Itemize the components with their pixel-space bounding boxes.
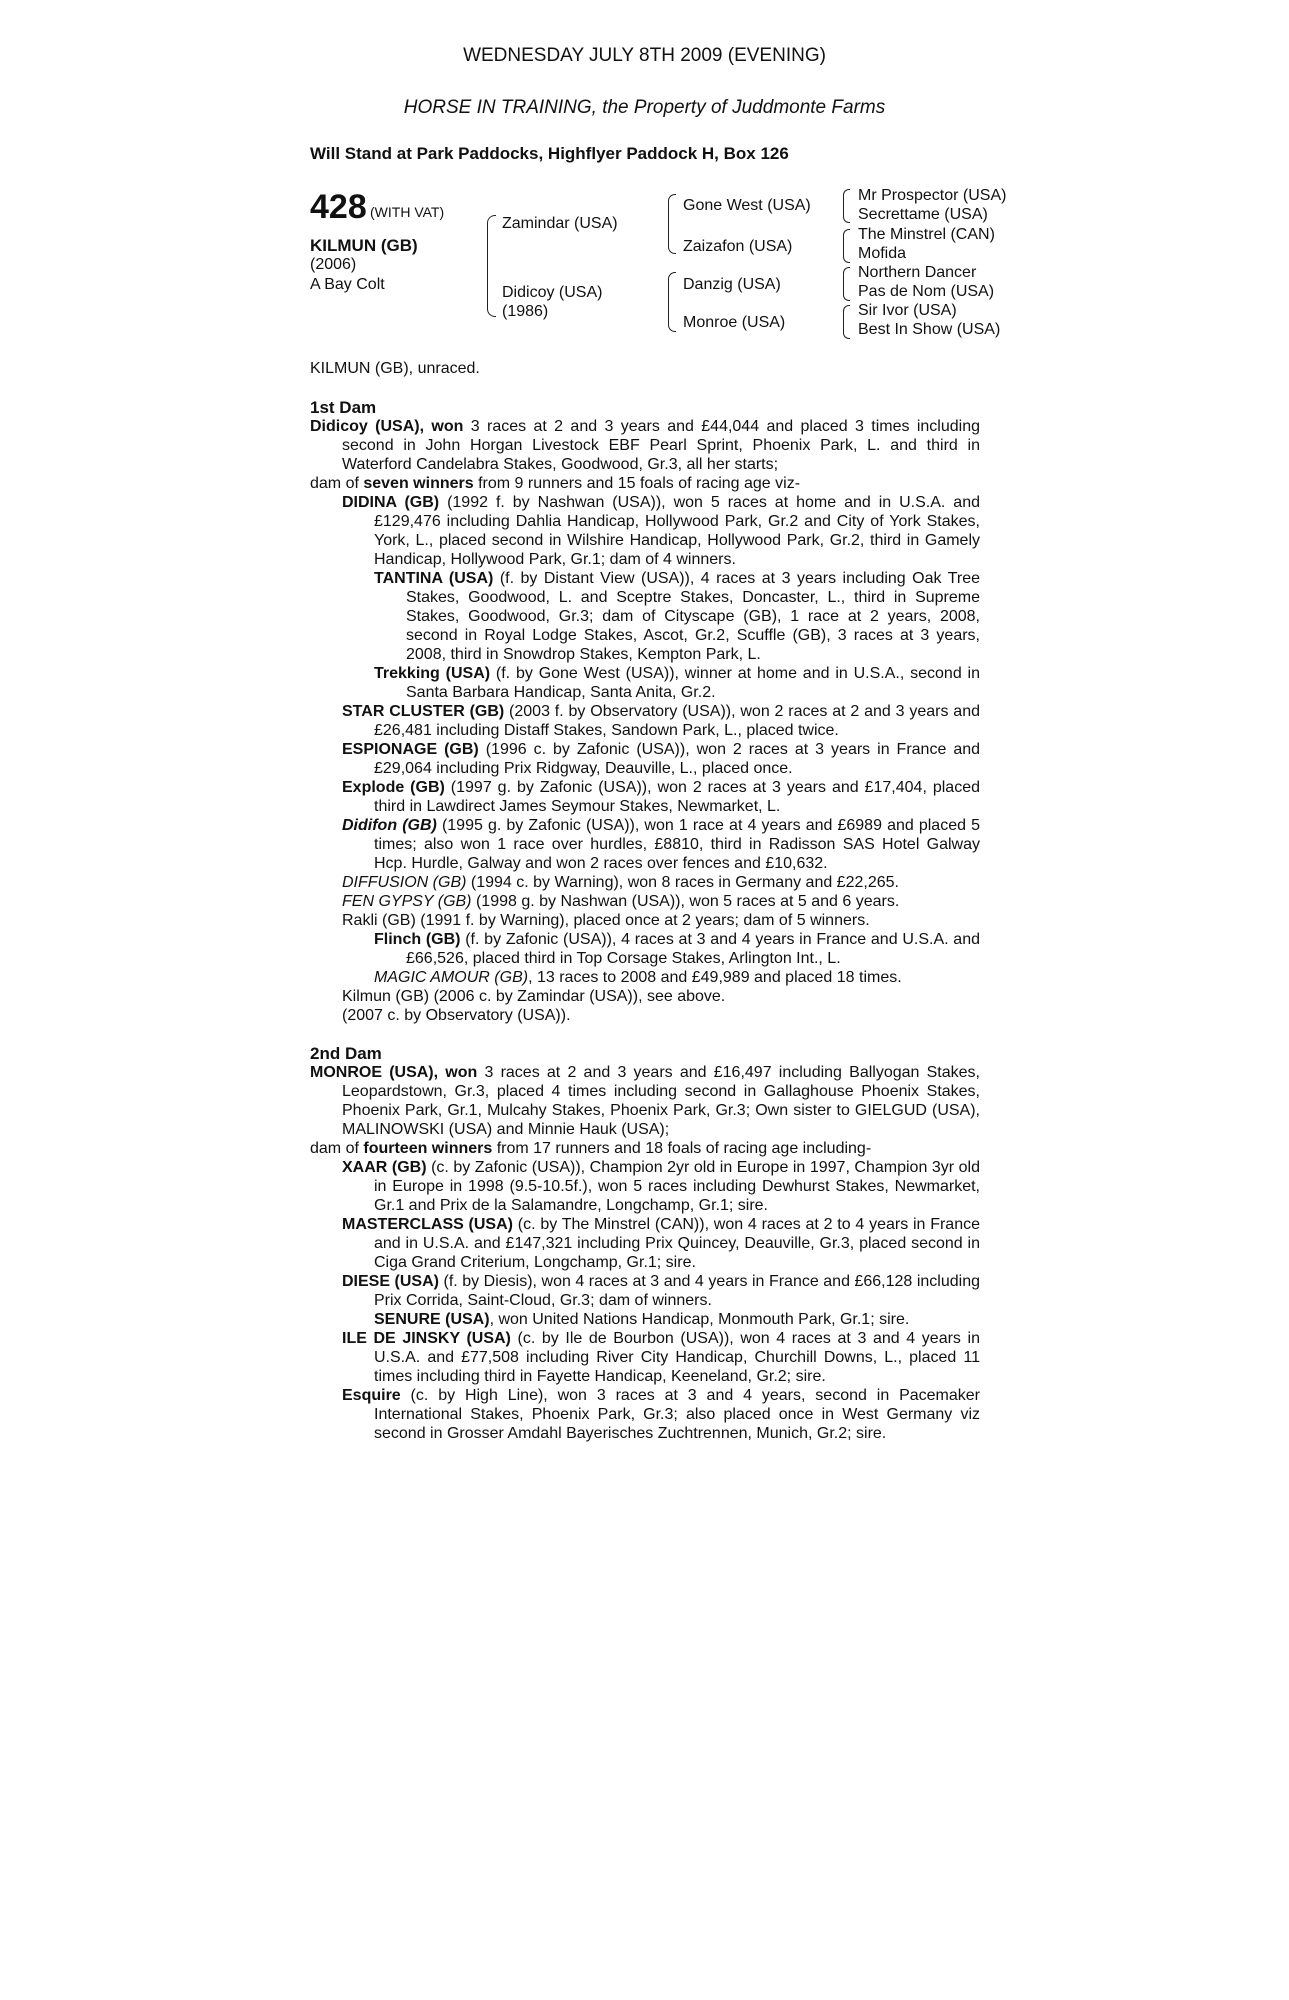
produce-name: Kilmun (GB) (342, 988, 430, 1005)
produce-entry (310, 968, 980, 987)
dam-of-line (310, 1139, 980, 1158)
produce-entry (310, 892, 980, 911)
produce-entry (310, 816, 980, 873)
produce-record: (c. by Zafonic (USA)), Champion 2yr old in Europe in 1997, Champion 3yr old in Europe in 1998 (9.5-10.5f.), won 5 races including Dewhurst Stakes, Newmarket, Gr.1 and Prix de la Salamandre, Longchamp, Gr.1; sire. (374, 1159, 980, 1214)
pedigree-brace-2b (668, 272, 676, 332)
race-record-note: KILMUN (GB), unraced. (310, 360, 480, 377)
produce-record: (c. by Ile de Bourbon (USA)), won 4 races at 3 and 4 years in U.S.A. and £77,508 including River City Handicap, Churchill Downs, L., placed 11 times including third in Fayette Handicap, Keeneland, Gr.2; sire. (374, 1330, 980, 1385)
produce-entry (310, 987, 980, 1006)
second-dam-section (310, 1044, 980, 1443)
produce-record: (1995 g. by Zafonic (USA)), won 1 race at 4 years and £6989 and placed 5 times; also won 1 race over hurdles, £8810, third in Radisson SAS Hotel Galway Hcp. Hurdle, Galway and won 2 races over fences and £10,632. (374, 817, 980, 872)
produce-name: DIESE (USA) (342, 1273, 439, 1290)
pedigree-g3-3: The Minstrel (CAN) (858, 226, 995, 243)
produce-entry (310, 1272, 980, 1310)
produce-entry (310, 1386, 980, 1443)
produce-entry (310, 930, 980, 968)
produce-name: DIFFUSION (GB) (342, 874, 467, 891)
produce-record: (1992 f. by Nashwan (USA)), won 5 races at home and in U.S.A. and £129,476 including Dahlia Handicap, Hollywood Park, Gr.2 and City of York Stakes, York, L., placed second in Wilshire Handicap, Hollywood Park, Gr.2, third in Gamely Handicap, Hollywood Park, Gr.1; dam of 4 winners. (374, 494, 980, 568)
produce-record: (1994 c. by Warning), won 8 races in Germany and £22,265. (466, 874, 899, 891)
produce-record: (2003 f. by Observatory (USA)), won 2 races at 2 and 3 years and £26,481 including Distaff Stakes, Sandown Park, L., placed twice. (374, 703, 980, 739)
produce-name: Flinch (GB) (374, 931, 461, 948)
produce-record: (1997 g. by Zafonic (USA)), won 2 races at 3 years and £17,404, placed third in Lawdirect James Seymour Stakes, Newmarket, L. (374, 779, 980, 815)
produce-entry (310, 1158, 980, 1215)
property-line: HORSE IN TRAINING, the Property of Juddmonte Farms (403, 97, 886, 118)
produce-name: FEN GYPSY (GB) (342, 893, 472, 910)
pedigree-g3-6: Pas de Nom (USA) (858, 283, 995, 300)
produce-entry (310, 873, 980, 892)
produce-name: ILE DE JINSKY (USA) (342, 1330, 511, 1347)
pedigree-g3-4: Mofida (858, 245, 907, 262)
pedigree-brace-3b (843, 229, 850, 263)
produce-entry (310, 1006, 980, 1025)
produce-name: DIDINA (GB) (342, 494, 440, 511)
produce-name: Esquire (342, 1387, 401, 1404)
first-dam-section (310, 398, 980, 1025)
produce-record: (2006 c. by Zamindar (USA)), see above. (429, 988, 726, 1005)
produce-entry (310, 569, 980, 664)
winners-count: seven winners (363, 475, 474, 492)
produce-entry (310, 493, 980, 569)
dam-record: 3 races at 2 and 3 years and £44,044 and placed 3 times including second in John Horgan Livestock EBF Pearl Sprint, Phoenix Park, L. and third in Waterford Candelabra Stakes, Goodwood, Gr.3, all her starts; (342, 418, 981, 473)
produce-name: Trekking (USA) (374, 665, 491, 682)
pedigree-sire: Zamindar (USA) (502, 215, 618, 232)
produce-record: (2007 c. by Observatory (USA)). (342, 1007, 571, 1024)
pedigree-sire-sire: Gone West (USA) (683, 197, 811, 214)
produce-record: (f. by Zafonic (USA)), 4 races at 3 and 4 years in France and U.S.A. and £66,526, placed third in Top Corsage Stakes, Arlington Int., L. (406, 931, 980, 967)
dam-name: MONROE (USA) (310, 1064, 434, 1081)
horse-description: A Bay Colt (310, 276, 385, 293)
pedigree-dam-year: (1986) (502, 303, 549, 320)
pedigree-brace-3c (843, 267, 850, 301)
pedigree-brace-3a (843, 189, 850, 223)
produce-record: (c. by The Minstrel (CAN)), won 4 races at 2 to 4 years in France and in U.S.A. and £147,321 including Prix Quincey, Deauville, Gr.3, placed second in Ciga Grand Criterium, Longchamp, Gr.1; sire. (374, 1216, 980, 1271)
produce-name: MAGIC AMOUR (GB) (374, 969, 529, 986)
produce-entry (310, 740, 980, 778)
section-title: 2nd Dam (310, 1044, 382, 1063)
produce-record: (1998 g. by Nashwan (USA)), won 5 races at 5 and 6 years. (471, 893, 900, 910)
produce-list (310, 493, 980, 1025)
pedigree-dam-dam: Monroe (USA) (683, 314, 786, 331)
produce-entry (310, 702, 980, 740)
dam-intro (310, 1063, 980, 1139)
produce-entry (310, 1329, 980, 1386)
produce-record: (f. by Diesis), won 4 races at 3 and 4 years in France and £66,128 including Prix Corrida, Saint-Cloud, Gr.3; dam of winners. (374, 1273, 980, 1309)
dam-of-line (310, 474, 980, 493)
produce-record: , 13 races to 2008 and £49,989 and placed 18 times. (528, 969, 902, 986)
produce-name: SENURE (USA) (374, 1311, 490, 1328)
section-title: 1st Dam (310, 398, 377, 417)
stand-location: Will Stand at Park Paddocks, Highflyer Paddock H, Box 126 (310, 144, 789, 163)
produce-entry (310, 778, 980, 816)
produce-record: (1991 f. by Warning), placed once at 2 years; dam of 5 winners. (415, 912, 870, 929)
dam-of-pre: dam of (310, 475, 364, 492)
dam-intro (310, 417, 980, 474)
produce-record: (f. by Distant View (USA)), 4 races at 3 years including Oak Tree Stakes, Goodwood, L. and Sceptre Stakes, Doncaster, L., third in Supreme Stakes, Goodwood, Gr.3; dam of Cityscape (GB), 1 race at 2 years, 2008, second in Royal Lodge Stakes, Ascot, Gr.2, Scuffle (GB), 3 races at 3 years, 2008, third in Snowdrop Stakes, Kempton Park, L. (406, 570, 981, 663)
produce-record: (c. by High Line), won 3 races at 3 and 4 years, second in Pacemaker International Stakes, Phoenix Park, Gr.3; also placed once in West Germany viz second in Grosser Amdahl Bayerisches Zuchtrennen, Munich, Gr.2; sire. (374, 1387, 980, 1442)
pedigree-dam: Didicoy (USA) (502, 284, 603, 301)
produce-entry (310, 1215, 980, 1272)
lot-number: 428 (310, 188, 367, 226)
winners-count: fourteen winners (363, 1140, 493, 1157)
produce-entry (310, 1310, 980, 1329)
sale-date: WEDNESDAY JULY 8TH 2009 (EVENING) (463, 45, 826, 66)
dam-won: , won (419, 418, 464, 435)
produce-name: ESPIONAGE (GB) (342, 741, 479, 758)
horse-year: (2006) (310, 256, 357, 273)
produce-record: , won United Nations Handicap, Monmouth Park, Gr.1; sire. (489, 1311, 910, 1328)
produce-entry (310, 911, 980, 930)
dam-record: 3 races at 2 and 3 years and £16,497 including Ballyogan Stakes, Leopardstown, Gr.3, placed 4 times including second in Gallaghouse Phoenix Stakes, Phoenix Park, Gr.1, Mulcahy Stakes, Phoenix Park, Gr.3; Own sister to GIELGUD (USA), MALINOWSKI (USA) and Minnie Hauk (USA); (342, 1064, 980, 1138)
produce-record: (1996 c. by Zafonic (USA)), won 2 races at 3 years in France and £29,064 including Prix Ridgway, Deauville, L., placed once. (374, 741, 981, 777)
dam-of-post: from 9 runners and 15 foals of racing age viz- (473, 475, 801, 492)
produce-entry (310, 664, 980, 702)
pedigree-g3-5: Northern Dancer (858, 264, 977, 281)
produce-list (310, 1158, 980, 1443)
produce-name: Didifon (GB) (342, 817, 437, 834)
pedigree-dam-sire: Danzig (USA) (683, 276, 781, 293)
pedigree-sire-dam: Zaizafon (USA) (683, 238, 793, 255)
horse-name: KILMUN (GB) (310, 236, 418, 255)
pedigree-brace-2a (668, 194, 676, 254)
produce-record: (f. by Gone West (USA)), winner at home and in U.S.A., second in Santa Barbara Handicap, Santa Anita, Gr.2. (406, 665, 981, 701)
pedigree-chart (0, 0, 1289, 350)
pedigree-brace-1 (487, 215, 496, 317)
pedigree-g3-7: Sir Ivor (USA) (858, 302, 957, 319)
produce-name: Rakli (GB) (342, 912, 416, 929)
produce-name: TANTINA (USA) (374, 570, 494, 587)
pedigree-g3-1: Mr Prospector (USA) (858, 187, 1007, 204)
produce-name: STAR CLUSTER (GB) (342, 703, 505, 720)
vat-note: (WITH VAT) (370, 204, 445, 220)
pedigree-brace-3d (843, 305, 850, 339)
produce-name: XAAR (GB) (342, 1159, 427, 1176)
dam-name: Didicoy (USA) (310, 418, 420, 435)
dam-won: , won (433, 1064, 478, 1081)
dam-of-pre: dam of (310, 1140, 364, 1157)
dam-of-post: from 17 runners and 18 foals of racing age including- (492, 1140, 872, 1157)
produce-name: Explode (GB) (342, 779, 445, 796)
pedigree-g3-8: Best In Show (USA) (858, 321, 1001, 338)
produce-name: MASTERCLASS (USA) (342, 1216, 513, 1233)
pedigree-g3-2: Secrettame (USA) (858, 206, 988, 223)
